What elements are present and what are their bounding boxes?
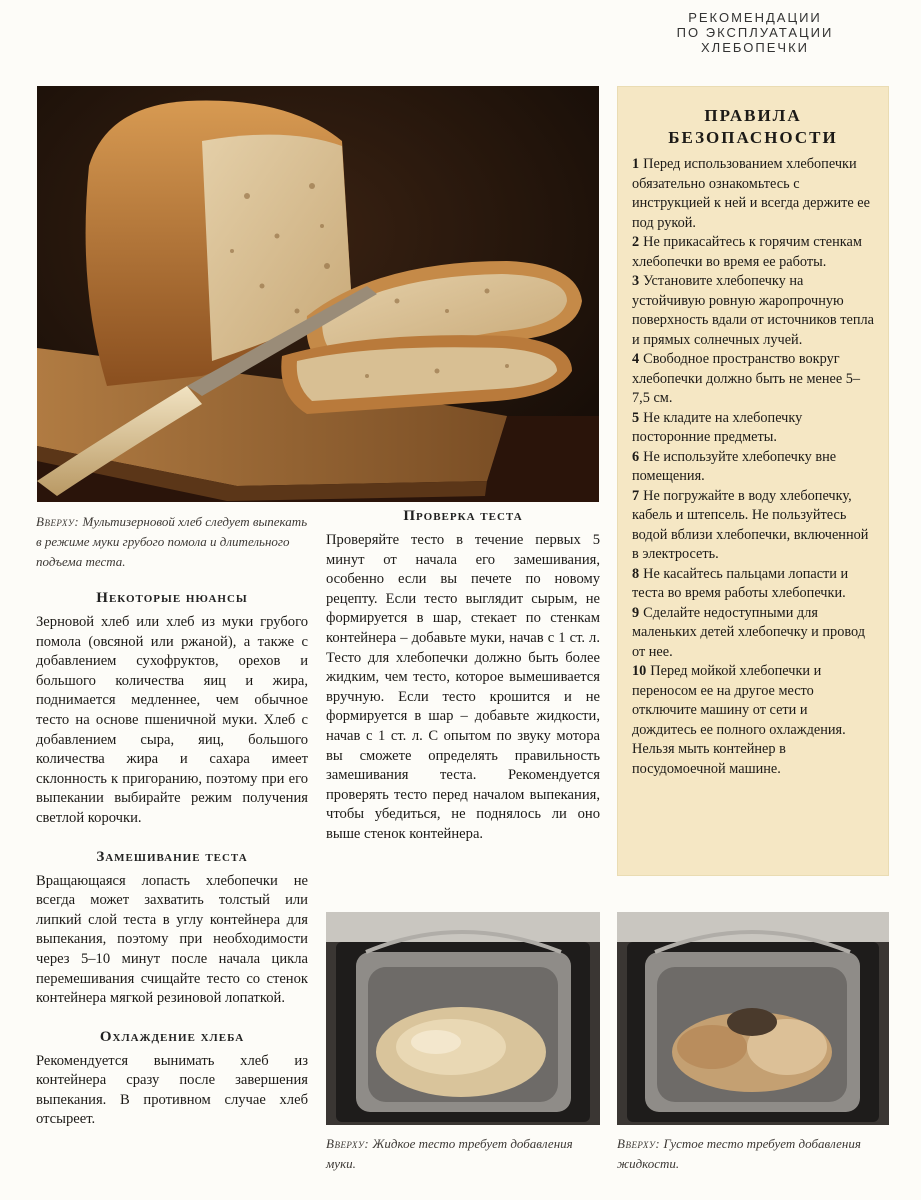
header-line: ХЛЕБОПЕЧКИ [701, 40, 809, 55]
rule-text: Не прикасайтесь к горячим стенкам хлебопечки во время ее работы. [632, 234, 862, 270]
rule-text: Не погружайте в воду хлебопечку, кабель и штепсель. Не пользуйтесь водой вблизи хлебопечки, включенной в электросеть. [632, 487, 869, 562]
caption-text: Густое тесто требует добавления жидкости. [617, 1136, 861, 1171]
safety-rule [632, 350, 874, 409]
safety-rule [632, 565, 874, 604]
caption-lead: Вверху: [36, 514, 80, 529]
safety-title-line: БЕЗОПАСНОСТИ [668, 128, 838, 147]
rule-text: Сделайте недоступными для маленьких детей хлебопечку и провод от нее. [632, 604, 866, 660]
bread-illustration [37, 86, 599, 502]
rule-text: Перед использованием хлебопечки обязательно ознакомьтесь с инструкцией к ней и всегда держите ее под рукой. [632, 156, 870, 231]
rule-number: 5 [632, 409, 640, 426]
safety-rule [632, 662, 874, 779]
nuances-heading: Некоторые нюансы [96, 590, 248, 606]
safety-rule [632, 604, 874, 663]
safety-title [632, 105, 874, 149]
header-line: РЕКОМЕНДАЦИИ [688, 10, 822, 25]
rule-number: 9 [632, 604, 640, 621]
safety-rule [632, 487, 874, 565]
cooling-heading: Охлаждение хлеба [99, 1028, 245, 1045]
nuances-paragraph: Зерновой хлеб или хлеб из муки грубого помола (овсяной или ржаной), а также с добавлением сухофруктов, орехов и большого количества яиц и жира, поднимается медленнее, чем обычное тесто на основе пшеничной муки. Хлеб с добавлением сыра, яиц, большого количества жира и сахара имеет склонность к пригоранию, поэтому при его выпекании выбирайте режим получения светлой корочки. [36, 614, 308, 826]
safety-rule [632, 448, 874, 487]
rule-number: 6 [632, 448, 640, 465]
caption-text: Жидкое тесто требует добавления муки. [326, 1136, 573, 1171]
hero-caption [36, 512, 308, 572]
rule-text: Не касайтесь пальцами лопасти и теста во время работы хлебопечки. [632, 565, 849, 601]
liquid-dough-illustration [326, 912, 600, 1125]
rule-number: 7 [632, 487, 640, 504]
rule-number: 1 [632, 156, 640, 172]
caption-lead: Вверху: [326, 1136, 370, 1151]
thick-dough-caption [617, 1134, 889, 1174]
caption-text: Мультизерновой хлеб следует выпекать в режиме муки грубого помола и длительного подъема теста. [36, 514, 308, 569]
rule-number: 2 [632, 234, 640, 250]
rule-text: Свободное пространство вокруг хлебопечки должно быть не менее 5–7,5 см. [632, 351, 861, 406]
rule-number: 3 [632, 273, 640, 289]
rule-text: Установите хлебопечку на устойчивую ровную жаропрочную поверхность вдали от источников тепла и прямых солнечных лучей. [632, 273, 874, 348]
safety-title-line: ПРАВИЛА [704, 106, 802, 125]
section-header [640, 10, 870, 55]
rule-number: 4 [632, 351, 640, 367]
left-text-column [36, 512, 308, 1130]
liquid-dough-photo [326, 912, 600, 1125]
rule-number: 10 [632, 663, 647, 679]
rule-text: Не кладите на хлебопечку посторонние предметы. [632, 409, 803, 445]
safety-rules-box [617, 86, 889, 876]
rule-text: Перед мойкой хлебопечки и переносом ее на другое место отключите машину от сети и дождитесь ее полного охлаждения. Нельзя мыть контейнер в посудомоечной машине. [632, 663, 846, 777]
safety-rule [632, 409, 874, 448]
header-line: ПО ЭКСПЛУАТАЦИИ [676, 25, 834, 40]
thick-dough-photo [617, 912, 889, 1125]
dough-check-heading: Проверка теста [403, 508, 523, 524]
cooling-paragraph: Рекомендуется вынимать хлеб из контейнера сразу после завершения выпекания. В противном случае хлеб отсыреет. [36, 1052, 308, 1128]
caption-lead: Вверху: [617, 1136, 661, 1151]
safety-rule [632, 233, 874, 272]
liquid-dough-caption [326, 1134, 600, 1174]
dough-check-paragraph: Проверяйте тесто в течение первых 5 минут от начала его замешивания, особенно если вы печете по новому рецепту. Если тесто выглядит сырым, не формируется в шар, стекает по стенкам контейнера – добавьте муки, начав с 1 ст. л. Тесто для хлебопечки должно быть более жидким, чем тесто, которое вымешивается вручную. Если тесто крошится и не формируется в шар – добавьте жидкости, начав с 1 ст. л. С опытом по звуку мотора вы сможете определять правильность замешивания теста. Рекомендуется проверять тесто перед началом выпекания, чтобы убедиться, не поднялось ли оно выше стенок контейнера. [326, 532, 600, 842]
thick-dough-illustration [617, 912, 889, 1125]
kneading-heading: Замешивание теста [96, 848, 248, 865]
rule-number: 8 [632, 565, 640, 582]
safety-rule [632, 155, 874, 233]
safety-rule [632, 272, 874, 350]
middle-text-column [326, 508, 600, 845]
multigrain-bread-photo [37, 86, 599, 502]
rule-text: Не используйте хлебопечку вне помещения. [632, 448, 837, 484]
kneading-paragraph: Вращающаяся лопасть хлебопечки не всегда может захватить толстый или липкий слой теста в углу контейнера для выпекания, поэтому при необходимости через 5–10 минут после начала цикла перемешивания счищайте тесто со стенок контейнера мягкой резиновой лопаткой. [36, 872, 308, 1007]
